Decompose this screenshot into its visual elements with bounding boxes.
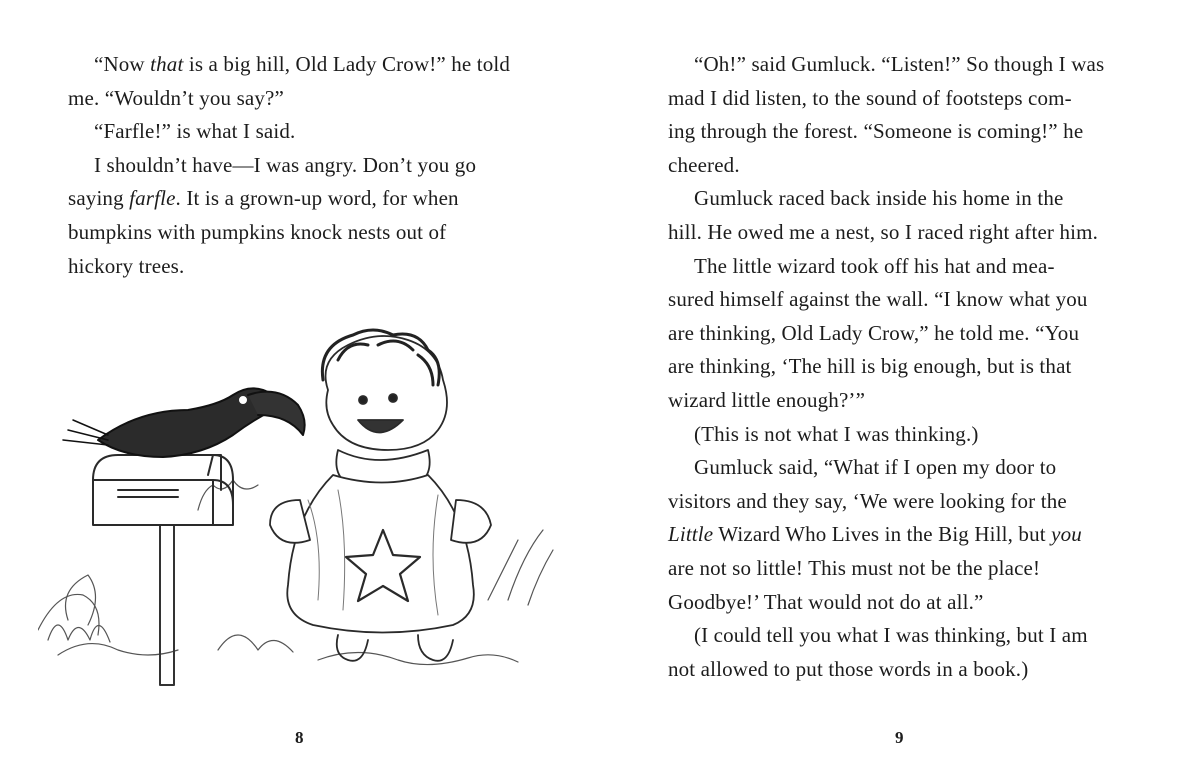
text-run: visitors and they say, ‘We were looking for the bbox=[668, 488, 1067, 513]
text-run: The little wizard took off his hat and mea- bbox=[694, 253, 1055, 278]
text-run: hill. He owed me a nest, so I raced right after him. bbox=[668, 219, 1098, 244]
text-line bbox=[668, 518, 1133, 552]
page-number: 9 bbox=[895, 728, 904, 747]
italic-text: farfle bbox=[129, 186, 176, 211]
text-run: “Oh!” said Gumluck. “Listen!” So though I was bbox=[694, 52, 1105, 76]
text-run: Gumluck raced back inside his home in the bbox=[694, 186, 1064, 211]
text-line bbox=[668, 48, 1133, 82]
text-run: not allowed to put those words in a book.) bbox=[668, 656, 1029, 681]
text-line bbox=[668, 182, 1133, 216]
italic-text: Little bbox=[668, 522, 714, 547]
text-line bbox=[668, 216, 1133, 250]
text-run: bumpkins with pumpkins knock nests out of bbox=[68, 219, 447, 244]
wizard bbox=[270, 330, 491, 661]
text-line bbox=[68, 216, 538, 250]
left-page-text bbox=[68, 48, 538, 283]
text-run: are not so little! This must not be the place! bbox=[668, 555, 1041, 580]
crow-and-wizard-illustration bbox=[38, 300, 598, 700]
text-run: is a big hill, Old Lady Crow!” he told bbox=[183, 52, 511, 76]
text-line bbox=[68, 115, 538, 149]
right-page bbox=[600, 0, 1200, 776]
text-line bbox=[668, 149, 1133, 183]
text-line bbox=[668, 619, 1133, 653]
text-run: are thinking, Old Lady Crow,” he told me. “You bbox=[668, 320, 1080, 345]
text-line bbox=[68, 182, 538, 216]
text-line bbox=[668, 485, 1133, 519]
text-line bbox=[668, 283, 1133, 317]
text-run: I shouldn’t have—I was angry. Don’t you go bbox=[94, 152, 477, 177]
text-line bbox=[668, 418, 1133, 452]
text-run: (I could tell you what I was thinking, but I am bbox=[694, 623, 1088, 648]
text-line bbox=[668, 115, 1133, 149]
text-run: “Now bbox=[94, 52, 151, 76]
text-run: mad I did listen, to the sound of footsteps com- bbox=[668, 85, 1072, 110]
text-run: saying bbox=[68, 186, 130, 211]
text-line bbox=[668, 384, 1133, 418]
text-run: Wizard Who Lives in the Big Hill, but bbox=[713, 522, 1052, 547]
text-run: cheered. bbox=[668, 152, 740, 177]
crow bbox=[63, 388, 305, 457]
mailbox bbox=[93, 455, 233, 685]
text-run: sured himself against the wall. “I know what you bbox=[668, 287, 1088, 312]
text-run: . It is a grown-up word, for when bbox=[175, 186, 459, 211]
italic-text: that bbox=[150, 52, 184, 76]
text-line bbox=[668, 552, 1133, 586]
text-line bbox=[668, 82, 1133, 116]
text-run: (This is not what I was thinking.) bbox=[694, 421, 979, 446]
italic-text: you bbox=[1051, 522, 1082, 547]
text-line bbox=[668, 586, 1133, 620]
text-run: wizard little enough?’” bbox=[668, 387, 866, 412]
text-line bbox=[668, 350, 1133, 384]
text-run: ing through the forest. “Someone is coming!” he bbox=[668, 119, 1084, 144]
text-line bbox=[68, 48, 538, 82]
text-run: “Farfle!” is what I said. bbox=[94, 119, 296, 144]
text-line bbox=[68, 149, 538, 183]
text-line bbox=[68, 82, 538, 116]
text-run: hickory trees. bbox=[68, 253, 185, 278]
right-page-text bbox=[668, 48, 1133, 686]
text-run: are thinking, ‘The hill is big enough, but is that bbox=[668, 354, 1072, 379]
page-number: 8 bbox=[295, 728, 304, 747]
text-run: Goodbye!’ That would not do at all.” bbox=[668, 589, 984, 614]
text-run: me. “Wouldn’t you say?” bbox=[68, 85, 284, 110]
text-line bbox=[68, 250, 538, 284]
text-line bbox=[668, 250, 1133, 284]
text-line bbox=[668, 451, 1133, 485]
text-line bbox=[668, 317, 1133, 351]
text-line bbox=[668, 653, 1133, 687]
text-run: Gumluck said, “What if I open my door to bbox=[694, 455, 1057, 480]
